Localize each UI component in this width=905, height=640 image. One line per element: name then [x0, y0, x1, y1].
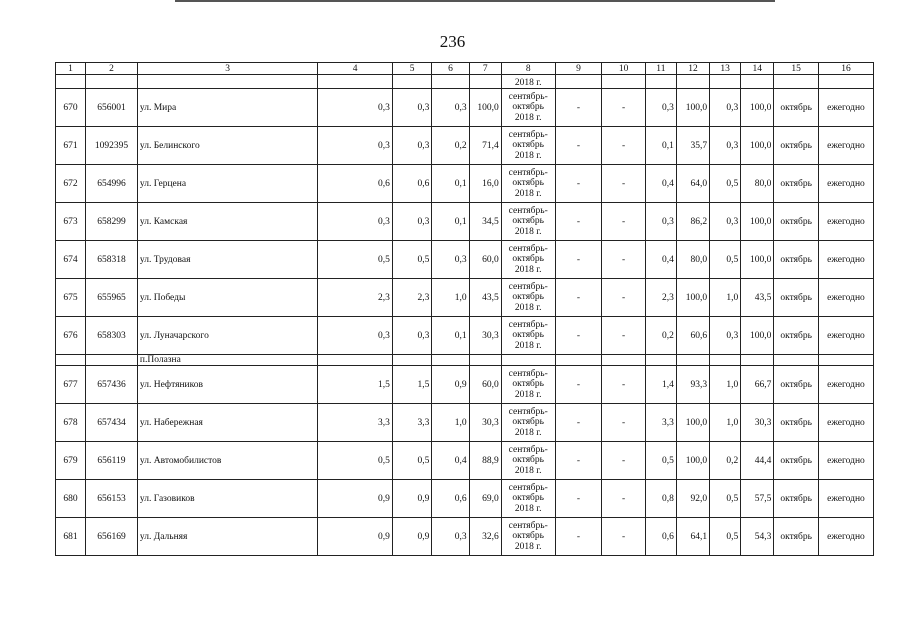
- col-header: 6: [432, 63, 469, 75]
- section-row: [56, 355, 874, 366]
- street-cell: ул. Победы: [137, 279, 317, 317]
- col-header: 3: [137, 63, 317, 75]
- value-cell: 0,9: [432, 366, 469, 404]
- value-cell: 0,1: [432, 203, 469, 241]
- value-cell: 0,1: [432, 165, 469, 203]
- value-cell: -: [555, 203, 602, 241]
- period-cell: [501, 404, 555, 442]
- value-cell: 1,5: [318, 366, 393, 404]
- frequency-cell: ежегодно: [818, 480, 873, 518]
- value-cell: 60,6: [676, 317, 709, 355]
- value-cell: -: [555, 442, 602, 480]
- period-line: 2018 г.: [514, 188, 542, 199]
- table-row: [56, 480, 874, 518]
- period-line: октябрь: [512, 140, 544, 151]
- row-number-cell: 679: [56, 442, 86, 480]
- value-cell: 100,0: [741, 89, 774, 127]
- row-number-cell: 673: [56, 203, 86, 241]
- month-cell: октябрь: [774, 404, 819, 442]
- frequency-cell: ежегодно: [818, 127, 873, 165]
- table-row: [56, 203, 874, 241]
- value-cell: 0,9: [318, 480, 393, 518]
- month-cell: октябрь: [774, 165, 819, 203]
- value-cell: 30,3: [469, 317, 501, 355]
- row-number-cell: 674: [56, 241, 86, 279]
- value-cell: 0,2: [710, 442, 741, 480]
- month-cell: октябрь: [774, 366, 819, 404]
- page-number: 236: [439, 32, 466, 51]
- value-cell: 0,4: [432, 442, 469, 480]
- month-cell: октябрь: [774, 241, 819, 279]
- period-cell: [501, 127, 555, 165]
- value-cell: 0,5: [318, 442, 393, 480]
- frequency-cell: ежегодно: [818, 317, 873, 355]
- value-cell: 69,0: [469, 480, 501, 518]
- table-row: [56, 279, 874, 317]
- value-cell: 0,3: [645, 203, 676, 241]
- value-cell: 2,3: [392, 279, 431, 317]
- table-row: [56, 404, 874, 442]
- code-cell: 654996: [86, 165, 138, 203]
- period-line: октябрь: [512, 379, 544, 390]
- table-row: [56, 442, 874, 480]
- value-cell: 0,3: [392, 203, 431, 241]
- value-cell: -: [555, 279, 602, 317]
- col-header: 7: [469, 63, 501, 75]
- period-line: октябрь: [512, 493, 544, 504]
- table-row: [56, 241, 874, 279]
- period-line: 2018 г.: [514, 427, 542, 438]
- value-cell: 30,3: [469, 404, 501, 442]
- value-cell: 1,0: [710, 279, 741, 317]
- period-line: октябрь: [512, 178, 544, 189]
- period-line: сентябрь-: [508, 129, 548, 140]
- value-cell: 64,1: [676, 518, 709, 556]
- period-line: 2018 г.: [514, 226, 542, 237]
- value-cell: -: [555, 317, 602, 355]
- value-cell: 0,3: [392, 89, 431, 127]
- value-cell: 1,4: [645, 366, 676, 404]
- value-cell: 0,3: [710, 127, 741, 165]
- value-cell: 44,4: [741, 442, 774, 480]
- code-cell: 658303: [86, 317, 138, 355]
- row-number-cell: 670: [56, 89, 86, 127]
- period-line: сентябрь-: [508, 91, 548, 102]
- value-cell: 100,0: [741, 127, 774, 165]
- value-cell: 1,0: [710, 366, 741, 404]
- value-cell: 0,3: [318, 203, 393, 241]
- value-cell: -: [602, 480, 646, 518]
- value-cell: 93,3: [676, 366, 709, 404]
- month-cell: октябрь: [774, 89, 819, 127]
- value-cell: 100,0: [741, 203, 774, 241]
- value-cell: -: [555, 127, 602, 165]
- value-cell: 71,4: [469, 127, 501, 165]
- table-row: [56, 317, 874, 355]
- street-cell: ул. Нефтяников: [137, 366, 317, 404]
- value-cell: 0,3: [318, 89, 393, 127]
- month-cell: октябрь: [774, 442, 819, 480]
- value-cell: 100,0: [741, 241, 774, 279]
- street-cell: ул. Дальняя: [137, 518, 317, 556]
- period-line: сентябрь-: [508, 520, 548, 531]
- month-cell: октябрь: [774, 127, 819, 165]
- period-cell: 2018 г.: [501, 75, 555, 89]
- col-header: 13: [710, 63, 741, 75]
- period-line: сентябрь-: [508, 482, 548, 493]
- value-cell: 100,0: [469, 89, 501, 127]
- data-table: [55, 62, 874, 556]
- col-header: 2: [86, 63, 138, 75]
- street-cell: ул. Автомобилистов: [137, 442, 317, 480]
- header-row: [56, 63, 874, 75]
- value-cell: 0,4: [645, 165, 676, 203]
- frequency-cell: ежегодно: [818, 89, 873, 127]
- value-cell: -: [555, 241, 602, 279]
- value-cell: 100,0: [676, 89, 709, 127]
- period-line: 2018 г.: [514, 264, 542, 275]
- col-header: 16: [818, 63, 873, 75]
- value-cell: -: [602, 203, 646, 241]
- value-cell: 16,0: [469, 165, 501, 203]
- value-cell: 0,5: [710, 165, 741, 203]
- period-line: 2018 г.: [514, 465, 542, 476]
- value-cell: -: [555, 518, 602, 556]
- value-cell: -: [602, 127, 646, 165]
- value-cell: 2,3: [645, 279, 676, 317]
- period-line: 2018 г.: [514, 389, 542, 400]
- value-cell: 0,2: [645, 317, 676, 355]
- street-cell: ул. Камская: [137, 203, 317, 241]
- month-cell: октябрь: [774, 317, 819, 355]
- value-cell: 35,7: [676, 127, 709, 165]
- frequency-cell: ежегодно: [818, 404, 873, 442]
- value-cell: 1,0: [432, 404, 469, 442]
- period-line: сентябрь-: [508, 444, 548, 455]
- value-cell: 0,5: [710, 241, 741, 279]
- period-line: октябрь: [512, 417, 544, 428]
- value-cell: 100,0: [741, 317, 774, 355]
- value-cell: -: [555, 480, 602, 518]
- period-cell: [501, 165, 555, 203]
- period-line: сентябрь-: [508, 281, 548, 292]
- street-cell: ул. Луначарского: [137, 317, 317, 355]
- value-cell: 3,3: [645, 404, 676, 442]
- value-cell: 43,5: [469, 279, 501, 317]
- value-cell: -: [602, 89, 646, 127]
- value-cell: 0,5: [710, 518, 741, 556]
- value-cell: 80,0: [741, 165, 774, 203]
- period-line: октябрь: [512, 455, 544, 466]
- value-cell: 0,6: [318, 165, 393, 203]
- value-cell: 0,5: [645, 442, 676, 480]
- value-cell: 0,5: [318, 241, 393, 279]
- value-cell: 0,3: [432, 89, 469, 127]
- value-cell: 100,0: [676, 279, 709, 317]
- value-cell: 0,1: [645, 127, 676, 165]
- table-row: [56, 366, 874, 404]
- col-header: 10: [602, 63, 646, 75]
- row-number-cell: 680: [56, 480, 86, 518]
- col-header: 14: [741, 63, 774, 75]
- period-line: сентябрь-: [508, 243, 548, 254]
- street-cell: ул. Мира: [137, 89, 317, 127]
- col-header: 8: [501, 63, 555, 75]
- col-header: 15: [774, 63, 819, 75]
- period-line: 2018 г.: [514, 503, 542, 514]
- value-cell: -: [602, 518, 646, 556]
- value-cell: 57,5: [741, 480, 774, 518]
- value-cell: 0,8: [645, 480, 676, 518]
- value-cell: 3,3: [392, 404, 431, 442]
- value-cell: 0,5: [392, 442, 431, 480]
- value-cell: 0,2: [432, 127, 469, 165]
- value-cell: -: [602, 165, 646, 203]
- row-number-cell: 676: [56, 317, 86, 355]
- period-cell: [501, 366, 555, 404]
- value-cell: 0,5: [710, 480, 741, 518]
- value-cell: 3,3: [318, 404, 393, 442]
- value-cell: 0,3: [645, 89, 676, 127]
- month-cell: октябрь: [774, 518, 819, 556]
- month-cell: октябрь: [774, 203, 819, 241]
- period-cell: [501, 89, 555, 127]
- period-cell: [501, 317, 555, 355]
- period-line: октябрь: [512, 292, 544, 303]
- value-cell: 80,0: [676, 241, 709, 279]
- period-line: сентябрь-: [508, 406, 548, 417]
- period-line: 2018 г.: [514, 340, 542, 351]
- value-cell: 0,3: [432, 241, 469, 279]
- value-cell: 0,3: [392, 127, 431, 165]
- period-cell: [501, 518, 555, 556]
- row-number-cell: 677: [56, 366, 86, 404]
- value-cell: 32,6: [469, 518, 501, 556]
- scan-top-edge: [175, 0, 775, 2]
- value-cell: 0,3: [432, 518, 469, 556]
- value-cell: -: [602, 404, 646, 442]
- table-row: [56, 89, 874, 127]
- period-line: октябрь: [512, 102, 544, 113]
- value-cell: 100,0: [676, 442, 709, 480]
- row-number-cell: 681: [56, 518, 86, 556]
- code-cell: 656169: [86, 518, 138, 556]
- period-cell: [501, 480, 555, 518]
- period-line: октябрь: [512, 216, 544, 227]
- col-header: 12: [676, 63, 709, 75]
- value-cell: 0,3: [392, 317, 431, 355]
- value-cell: 86,2: [676, 203, 709, 241]
- value-cell: 60,0: [469, 241, 501, 279]
- value-cell: -: [602, 317, 646, 355]
- period-line: 2018 г.: [514, 541, 542, 552]
- period-line: сентябрь-: [508, 205, 548, 216]
- table-row: [56, 165, 874, 203]
- value-cell: -: [555, 165, 602, 203]
- value-cell: 92,0: [676, 480, 709, 518]
- value-cell: 0,6: [432, 480, 469, 518]
- value-cell: 60,0: [469, 366, 501, 404]
- value-cell: -: [602, 279, 646, 317]
- street-cell: ул. Газовиков: [137, 480, 317, 518]
- frequency-cell: ежегодно: [818, 279, 873, 317]
- value-cell: 0,6: [645, 518, 676, 556]
- section-label: п.Полазна: [137, 355, 317, 366]
- value-cell: 0,4: [645, 241, 676, 279]
- period-line: октябрь: [512, 254, 544, 265]
- row-number-cell: 678: [56, 404, 86, 442]
- period-cell: [501, 203, 555, 241]
- period-cell: [501, 279, 555, 317]
- code-cell: 658299: [86, 203, 138, 241]
- value-cell: 34,5: [469, 203, 501, 241]
- frequency-cell: ежегодно: [818, 203, 873, 241]
- code-cell: 655965: [86, 279, 138, 317]
- value-cell: -: [555, 404, 602, 442]
- frequency-cell: ежегодно: [818, 366, 873, 404]
- value-cell: -: [602, 241, 646, 279]
- continuation-row: [56, 75, 874, 89]
- table-row: [56, 518, 874, 556]
- value-cell: 0,9: [392, 518, 431, 556]
- value-cell: 0,9: [318, 518, 393, 556]
- period-line: октябрь: [512, 531, 544, 542]
- value-cell: 0,3: [318, 127, 393, 165]
- code-cell: 656001: [86, 89, 138, 127]
- period-cell: [501, 241, 555, 279]
- value-cell: 88,9: [469, 442, 501, 480]
- month-cell: октябрь: [774, 480, 819, 518]
- value-cell: 1,0: [432, 279, 469, 317]
- row-number-cell: 671: [56, 127, 86, 165]
- value-cell: 0,1: [432, 317, 469, 355]
- col-header: 1: [56, 63, 86, 75]
- value-cell: 100,0: [676, 404, 709, 442]
- value-cell: 1,5: [392, 366, 431, 404]
- code-cell: 656153: [86, 480, 138, 518]
- value-cell: 64,0: [676, 165, 709, 203]
- period-line: 2018 г.: [514, 302, 542, 313]
- code-cell: 656119: [86, 442, 138, 480]
- value-cell: 0,3: [710, 203, 741, 241]
- frequency-cell: ежегодно: [818, 518, 873, 556]
- street-cell: ул. Набережная: [137, 404, 317, 442]
- value-cell: 2,3: [318, 279, 393, 317]
- value-cell: 30,3: [741, 404, 774, 442]
- value-cell: 66,7: [741, 366, 774, 404]
- col-header: 11: [645, 63, 676, 75]
- period-line: 2018 г.: [514, 112, 542, 123]
- code-cell: 658318: [86, 241, 138, 279]
- frequency-cell: ежегодно: [818, 165, 873, 203]
- frequency-cell: ежегодно: [818, 442, 873, 480]
- street-cell: ул. Трудовая: [137, 241, 317, 279]
- table-row: [56, 127, 874, 165]
- period-line: октябрь: [512, 330, 544, 341]
- value-cell: -: [555, 366, 602, 404]
- value-cell: 0,9: [392, 480, 431, 518]
- row-number-cell: 675: [56, 279, 86, 317]
- col-header: 9: [555, 63, 602, 75]
- period-line: сентябрь-: [508, 319, 548, 330]
- code-cell: 1092395: [86, 127, 138, 165]
- value-cell: 0,5: [392, 241, 431, 279]
- code-cell: 657434: [86, 404, 138, 442]
- col-header: 4: [318, 63, 393, 75]
- row-number-cell: 672: [56, 165, 86, 203]
- street-cell: ул. Белинского: [137, 127, 317, 165]
- value-cell: 1,0: [710, 404, 741, 442]
- period-line: сентябрь-: [508, 368, 548, 379]
- value-cell: 0,3: [710, 317, 741, 355]
- value-cell: 0,6: [392, 165, 431, 203]
- period-cell: [501, 442, 555, 480]
- value-cell: -: [555, 89, 602, 127]
- value-cell: 54,3: [741, 518, 774, 556]
- period-line: 2018 г.: [514, 150, 542, 161]
- value-cell: 0,3: [710, 89, 741, 127]
- code-cell: 657436: [86, 366, 138, 404]
- frequency-cell: ежегодно: [818, 241, 873, 279]
- value-cell: 0,3: [318, 317, 393, 355]
- street-cell: ул. Герцена: [137, 165, 317, 203]
- period-line: сентябрь-: [508, 167, 548, 178]
- value-cell: -: [602, 442, 646, 480]
- month-cell: октябрь: [774, 279, 819, 317]
- value-cell: 43,5: [741, 279, 774, 317]
- col-header: 5: [392, 63, 431, 75]
- value-cell: -: [602, 366, 646, 404]
